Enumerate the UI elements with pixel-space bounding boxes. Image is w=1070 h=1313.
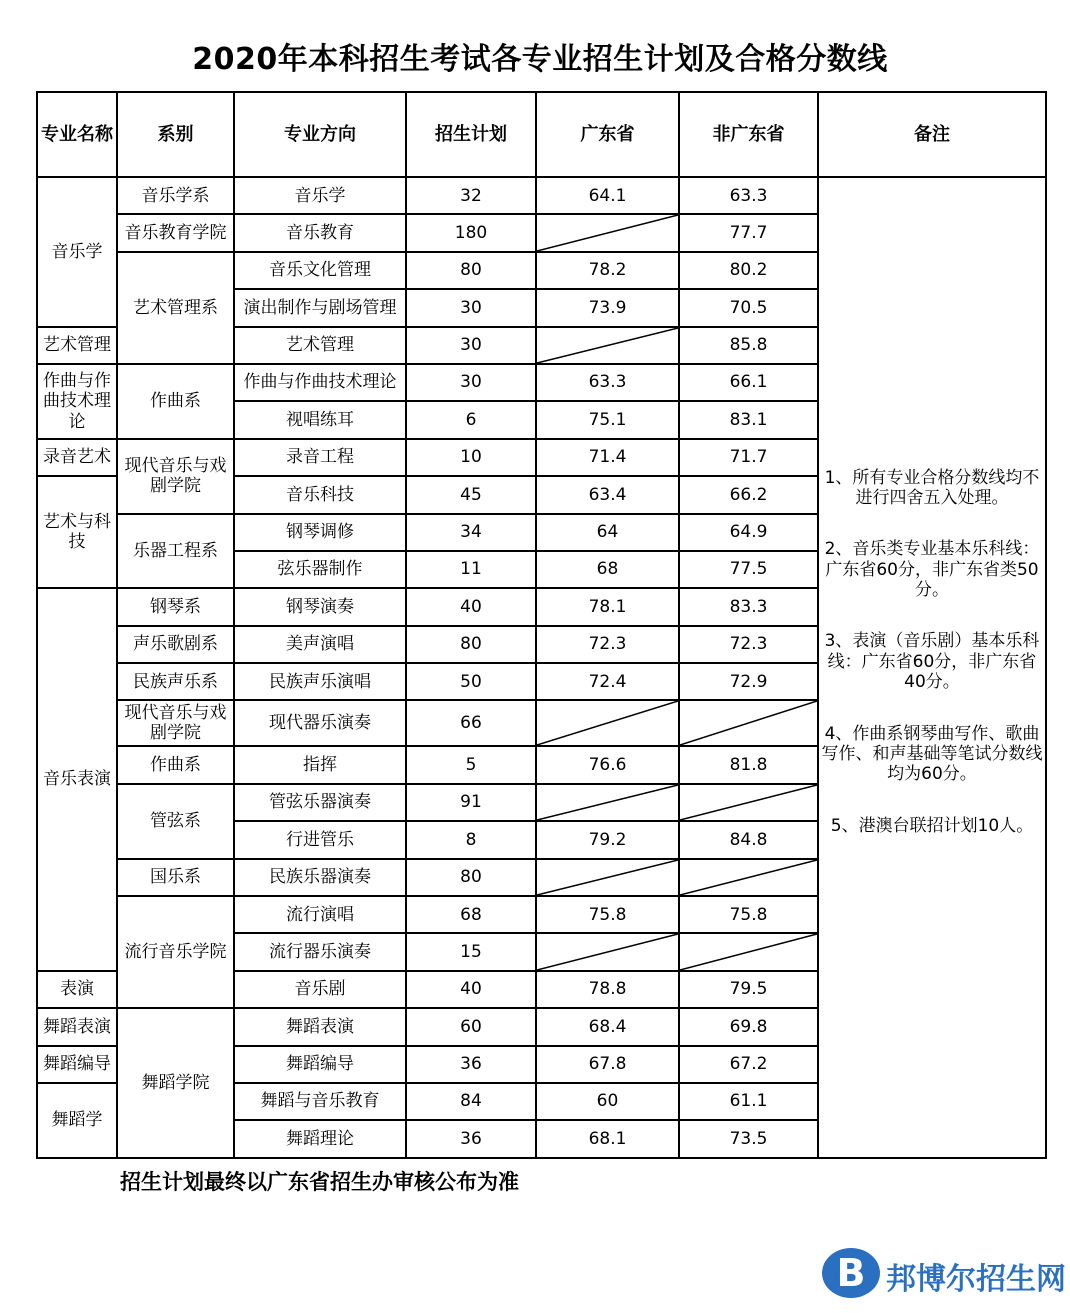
- plan-cell: 180: [406, 214, 536, 251]
- direction-cell: 音乐科技: [234, 476, 406, 513]
- non-guangdong-score: 79.5: [679, 971, 818, 1008]
- plan-cell: 40: [406, 971, 536, 1008]
- direction-cell: 舞蹈与音乐教育: [234, 1083, 406, 1120]
- major-cell: 艺术管理: [37, 327, 117, 364]
- guangdong-score: 64: [536, 514, 679, 551]
- non-guangdong-score: 81.8: [679, 746, 818, 783]
- direction-cell: 舞蹈理论: [234, 1120, 406, 1157]
- plan-cell: 80: [406, 626, 536, 663]
- plan-cell: 80: [406, 252, 536, 289]
- major-cell: 音乐学: [37, 177, 117, 327]
- header-plan: 招生计划: [406, 92, 536, 177]
- major-cell: 表演: [37, 971, 117, 1008]
- guangdong-score: 75.8: [536, 896, 679, 933]
- major-cell: 舞蹈编导: [37, 1046, 117, 1083]
- direction-cell: 指挥: [234, 746, 406, 783]
- table-row: [37, 177, 1046, 214]
- department-cell: 乐器工程系: [117, 514, 234, 589]
- non-guangdong-score: 63.3: [679, 177, 818, 214]
- non-guangdong-score: 77.5: [679, 551, 818, 588]
- direction-cell: 民族声乐演唱: [234, 663, 406, 700]
- department-cell: 国乐系: [117, 859, 234, 896]
- non-guangdong-score-empty: [679, 859, 818, 896]
- brand-logo-icon: B: [822, 1248, 880, 1298]
- major-cell: 舞蹈学: [37, 1083, 117, 1158]
- direction-cell: 流行器乐演奏: [234, 933, 406, 970]
- direction-cell: 钢琴演奏: [234, 588, 406, 625]
- non-guangdong-score-empty: [679, 700, 818, 746]
- guangdong-score-empty: [536, 214, 679, 251]
- guangdong-score: 63.3: [536, 364, 679, 401]
- guangdong-score: 68.1: [536, 1120, 679, 1157]
- plan-cell: 30: [406, 289, 536, 326]
- guangdong-score: 67.8: [536, 1046, 679, 1083]
- guangdong-score: 78.1: [536, 588, 679, 625]
- plan-cell: 84: [406, 1083, 536, 1120]
- direction-cell: 音乐教育: [234, 214, 406, 251]
- department-cell: 声乐歌剧系: [117, 626, 234, 663]
- page-title: 2020年本科招生考试各专业招生计划及合格分数线: [192, 42, 888, 77]
- non-guangdong-score: 70.5: [679, 289, 818, 326]
- non-guangdong-score: 85.8: [679, 327, 818, 364]
- non-guangdong-score: 69.8: [679, 1008, 818, 1045]
- guangdong-score-empty: [536, 784, 679, 821]
- note-item: 5、港澳台联招计划10人。: [830, 815, 1034, 836]
- direction-cell: 管弦乐器演奏: [234, 784, 406, 821]
- direction-cell: 舞蹈编导: [234, 1046, 406, 1083]
- plan-cell: 6: [406, 401, 536, 438]
- non-guangdong-score: 83.3: [679, 588, 818, 625]
- guangdong-score: 63.4: [536, 476, 679, 513]
- header-remarks: 备注: [818, 92, 1046, 177]
- non-guangdong-score: 72.9: [679, 663, 818, 700]
- plan-cell: 32: [406, 177, 536, 214]
- guangdong-score: 68.4: [536, 1008, 679, 1045]
- plan-cell: 5: [406, 746, 536, 783]
- guangdong-score: 72.4: [536, 663, 679, 700]
- guangdong-score: 68: [536, 551, 679, 588]
- plan-cell: 30: [406, 364, 536, 401]
- header-direction: 专业方向: [234, 92, 406, 177]
- department-cell: 管弦系: [117, 784, 234, 859]
- guangdong-score-empty: [536, 933, 679, 970]
- non-guangdong-score: 73.5: [679, 1120, 818, 1157]
- direction-cell: 音乐文化管理: [234, 252, 406, 289]
- guangdong-score: 75.1: [536, 401, 679, 438]
- non-guangdong-score-empty: [679, 784, 818, 821]
- non-guangdong-score: 66.1: [679, 364, 818, 401]
- header-non-guangdong: 非广东省: [679, 92, 818, 177]
- direction-cell: 美声演唱: [234, 626, 406, 663]
- major-cell: 舞蹈表演: [37, 1008, 117, 1045]
- non-guangdong-score: 67.2: [679, 1046, 818, 1083]
- guangdong-score: 79.2: [536, 821, 679, 858]
- note-item: 2、音乐类专业基本乐科线：广东省60分，非广东省类50分。: [824, 539, 1040, 601]
- major-cell: 作曲与作曲技术理论: [37, 364, 117, 439]
- guangdong-score: 78.2: [536, 252, 679, 289]
- table-header-row: [37, 92, 1046, 177]
- direction-cell: 民族乐器演奏: [234, 859, 406, 896]
- guangdong-score: 64.1: [536, 177, 679, 214]
- direction-cell: 钢琴调修: [234, 514, 406, 551]
- watermark: [822, 1244, 1066, 1304]
- plan-cell: 11: [406, 551, 536, 588]
- direction-cell: 视唱练耳: [234, 401, 406, 438]
- plan-cell: 68: [406, 896, 536, 933]
- plan-cell: 34: [406, 514, 536, 551]
- non-guangdong-score: 75.8: [679, 896, 818, 933]
- department-cell: 民族声乐系: [117, 663, 234, 700]
- guangdong-score-empty: [536, 700, 679, 746]
- guangdong-score: 76.6: [536, 746, 679, 783]
- direction-cell: 行进管乐: [234, 821, 406, 858]
- non-guangdong-score-empty: [679, 933, 818, 970]
- non-guangdong-score: 77.7: [679, 214, 818, 251]
- department-cell: 流行音乐学院: [117, 896, 234, 1008]
- plan-cell: 15: [406, 933, 536, 970]
- plan-cell: 10: [406, 439, 536, 476]
- plan-cell: 36: [406, 1046, 536, 1083]
- guangdong-score: 72.3: [536, 626, 679, 663]
- direction-cell: 流行演唱: [234, 896, 406, 933]
- plan-cell: 50: [406, 663, 536, 700]
- guangdong-score: 60: [536, 1083, 679, 1120]
- plan-cell: 36: [406, 1120, 536, 1157]
- non-guangdong-score: 83.1: [679, 401, 818, 438]
- note-item: 3、表演（音乐剧）基本乐科线：广东省60分，非广东省40分。: [824, 631, 1040, 693]
- department-cell: 作曲系: [117, 364, 234, 439]
- non-guangdong-score: 84.8: [679, 821, 818, 858]
- direction-cell: 音乐学: [234, 177, 406, 214]
- major-cell: 录音艺术: [37, 439, 117, 476]
- plan-cell: 80: [406, 859, 536, 896]
- enrollment-table: [36, 91, 1047, 1159]
- note-item: 1、所有专业合格分数线均不进行四舍五入处理。: [824, 467, 1040, 508]
- header-major: 专业名称: [37, 92, 117, 177]
- major-cell: 音乐表演: [37, 588, 117, 971]
- department-cell: 艺术管理系: [117, 252, 234, 364]
- brand-text: 邦博尔招生网: [886, 1262, 1066, 1297]
- plan-cell: 40: [406, 588, 536, 625]
- direction-cell: 演出制作与剧场管理: [234, 289, 406, 326]
- guangdong-score: 73.9: [536, 289, 679, 326]
- department-cell: 音乐教育学院: [117, 214, 234, 251]
- plan-cell: 8: [406, 821, 536, 858]
- department-cell: 现代音乐与戏剧学院: [117, 439, 234, 514]
- direction-cell: 现代器乐演奏: [234, 700, 406, 746]
- non-guangdong-score: 72.3: [679, 626, 818, 663]
- direction-cell: 弦乐器制作: [234, 551, 406, 588]
- guangdong-score: 78.8: [536, 971, 679, 1008]
- header-guangdong: 广东省: [536, 92, 679, 177]
- department-cell: 音乐学系: [117, 177, 234, 214]
- plan-cell: 91: [406, 784, 536, 821]
- direction-cell: 艺术管理: [234, 327, 406, 364]
- non-guangdong-score: 61.1: [679, 1083, 818, 1120]
- guangdong-score: 71.4: [536, 439, 679, 476]
- non-guangdong-score: 71.7: [679, 439, 818, 476]
- direction-cell: 作曲与作曲技术理论: [234, 364, 406, 401]
- major-cell: 艺术与科技: [37, 476, 117, 588]
- department-cell: 作曲系: [117, 746, 234, 783]
- plan-cell: 66: [406, 700, 536, 746]
- direction-cell: 舞蹈表演: [234, 1008, 406, 1045]
- direction-cell: 音乐剧: [234, 971, 406, 1008]
- non-guangdong-score: 64.9: [679, 514, 818, 551]
- plan-cell: 60: [406, 1008, 536, 1045]
- non-guangdong-score: 80.2: [679, 252, 818, 289]
- guangdong-score-empty: [536, 859, 679, 896]
- note-item: 4、作曲系钢琴曲写作、歌曲写作、和声基础等笔试分数线均为60分。: [821, 723, 1043, 785]
- plan-cell: 45: [406, 476, 536, 513]
- remarks-cell: [818, 177, 1046, 1158]
- department-cell: 舞蹈学院: [117, 1008, 234, 1158]
- footer-note: 招生计划最终以广东省招生办审核公布为准: [120, 1170, 519, 1194]
- department-cell: 钢琴系: [117, 588, 234, 625]
- guangdong-score-empty: [536, 327, 679, 364]
- header-department: 系别: [117, 92, 234, 177]
- non-guangdong-score: 66.2: [679, 476, 818, 513]
- plan-cell: 30: [406, 327, 536, 364]
- direction-cell: 录音工程: [234, 439, 406, 476]
- department-cell: 现代音乐与戏剧学院: [117, 700, 234, 746]
